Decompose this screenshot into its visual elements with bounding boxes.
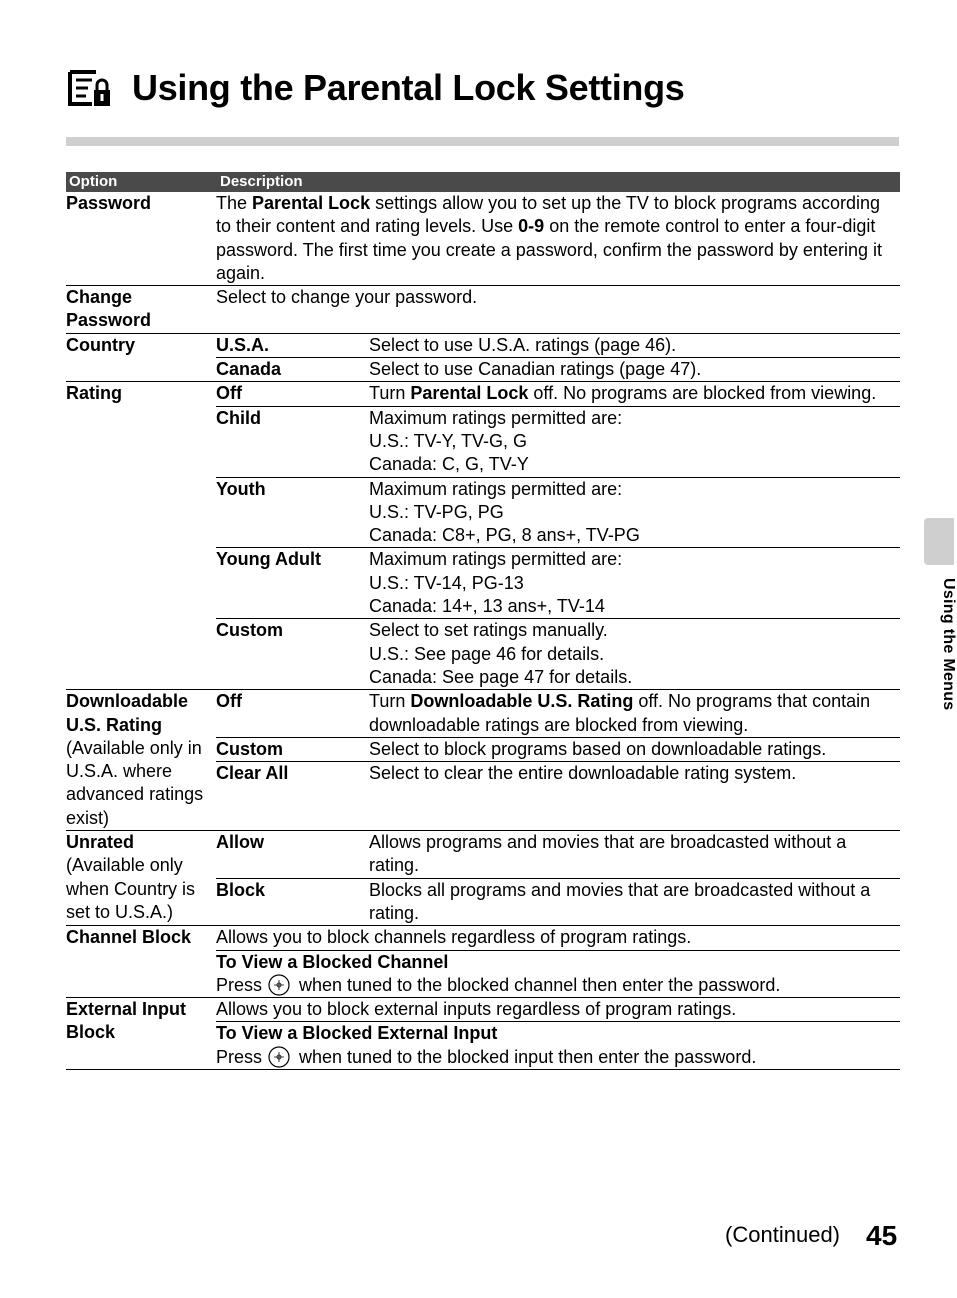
option-label: Channel Block xyxy=(66,927,192,948)
continued-note: (Continued) xyxy=(725,1222,840,1247)
desc-line: U.S.: TV-14, PG-13 xyxy=(369,572,524,593)
option-label: Rating xyxy=(66,383,122,404)
suboption-description xyxy=(369,619,900,689)
table-row-unrated xyxy=(66,831,900,926)
suboption-description xyxy=(369,548,900,618)
desc-line: Canada: C8+, PG, 8 ans+, TV-PG xyxy=(369,525,640,546)
suboption-description: Select to block programs based on downloadable ratings. xyxy=(369,738,827,759)
settings-lock-icon xyxy=(66,64,114,112)
desc-text: on the remote control to enter a four-digit password. The first time you create a password, confirm the password by entering it again. xyxy=(216,216,882,283)
suboption-label: Young Adult xyxy=(216,549,321,570)
suboption-description xyxy=(369,478,900,548)
suboption-description xyxy=(369,382,900,405)
suboption-description: Allows programs and movies that are broadcasted without a rating. xyxy=(369,832,847,876)
option-label: Password xyxy=(66,193,152,213)
desc-row xyxy=(216,926,900,950)
suboption-row xyxy=(216,690,900,738)
desc-text: off. No programs are blocked from viewing. xyxy=(528,383,877,404)
table-row-external-input-block xyxy=(66,998,900,1070)
desc-row xyxy=(216,951,900,998)
table-row-country xyxy=(66,334,900,383)
enter-button-icon xyxy=(268,974,290,996)
suboption-description xyxy=(369,690,900,737)
suboption-row xyxy=(216,831,900,879)
option-description xyxy=(216,926,900,997)
desc-line: U.S.: TV-PG, PG xyxy=(369,501,504,522)
suboption-label: U.S.A. xyxy=(216,334,270,355)
page-header xyxy=(66,64,685,112)
desc-bold: Downloadable U.S. Rating xyxy=(410,691,634,712)
table-row-downloadable-rating xyxy=(66,690,900,831)
desc-line: Maximum ratings permitted are: xyxy=(369,478,623,499)
option-label: Unrated xyxy=(66,832,135,853)
suboption-label: Allow xyxy=(216,832,264,853)
desc-bold: Parental Lock xyxy=(410,383,529,404)
table-row-rating xyxy=(66,382,900,690)
desc-text: The xyxy=(216,193,253,213)
option-note: (Available only when Country is set to U.S.A.) xyxy=(66,855,196,922)
option-label: External Input Block xyxy=(66,999,187,1043)
desc-line: Canada: 14+, 13 ans+, TV-14 xyxy=(369,596,605,617)
title-underline-bar xyxy=(66,137,899,146)
desc-text: Turn xyxy=(369,691,411,712)
suboptions xyxy=(216,382,900,689)
suboptions xyxy=(216,690,900,830)
option-label-cell xyxy=(66,831,216,925)
desc-bold: 0-9 xyxy=(518,216,545,237)
suboption-row xyxy=(216,548,900,619)
option-note: (Available only in U.S.A. where advanced ratings exist) xyxy=(66,737,204,828)
desc-line: Canada: C, G, TV-Y xyxy=(369,454,529,475)
desc-row xyxy=(216,1022,900,1069)
suboption-label: Off xyxy=(216,691,242,712)
option-label-cell xyxy=(66,690,216,830)
suboption-row xyxy=(216,334,900,358)
suboption-description xyxy=(369,407,900,477)
settings-table xyxy=(66,172,900,1070)
table-header xyxy=(66,172,900,192)
enter-button-icon xyxy=(268,1046,290,1068)
option-label: Change Password xyxy=(66,287,152,331)
option-label: Country xyxy=(66,334,135,355)
table-row-password xyxy=(66,192,900,286)
suboption-row xyxy=(216,762,900,785)
header-option: Option xyxy=(69,173,118,190)
suboption-row xyxy=(216,358,900,381)
suboption-label: Custom xyxy=(216,620,283,641)
suboption-label: Block xyxy=(216,879,266,900)
option-description: Select to change your password. xyxy=(216,287,478,308)
suboption-description: Select to clear the entire downloadable rating system. xyxy=(369,763,797,784)
page-title: Using the Parental Lock Settings xyxy=(132,67,685,108)
option-description xyxy=(216,192,900,285)
how-to-title: To View a Blocked Channel xyxy=(216,951,449,972)
desc-line: Canada: See page 47 for details. xyxy=(369,666,633,687)
side-tab-marker xyxy=(924,518,954,565)
desc-line: Maximum ratings permitted are: xyxy=(369,407,623,428)
desc-line: U.S.: TV-Y, TV-G, G xyxy=(369,430,528,451)
suboption-label: Canada xyxy=(216,359,282,380)
option-label: Downloadable U.S. Rating xyxy=(66,691,189,735)
suboption-row xyxy=(216,382,900,406)
suboption-label: Clear All xyxy=(216,763,289,784)
desc-line: U.S.: See page 46 for details. xyxy=(369,643,605,664)
how-to-view xyxy=(216,1022,900,1069)
desc-line: Allows you to block channels regardless of program ratings. xyxy=(216,927,692,948)
suboption-row xyxy=(216,478,900,549)
desc-text: Turn xyxy=(369,383,411,404)
suboption-row xyxy=(216,738,900,762)
desc-text: settings allow you to set up the TV to block programs according to their content and rating levels. Use xyxy=(216,193,881,237)
table-row-change-password xyxy=(66,286,900,334)
suboption-row xyxy=(216,407,900,478)
suboption-description: Select to use U.S.A. ratings (page 46). xyxy=(369,334,677,355)
page-number: 45 xyxy=(866,1220,898,1251)
desc-text: off. No programs that contain downloadable ratings are blocked from viewing. xyxy=(369,691,871,735)
desc-row xyxy=(216,998,900,1022)
section-side-label: Using the Menus xyxy=(940,578,957,711)
suboptions xyxy=(216,334,900,382)
how-to-view xyxy=(216,951,900,998)
press-text: Press xyxy=(216,1046,263,1067)
how-to-title: To View a Blocked External Input xyxy=(216,1023,498,1044)
how-to-line xyxy=(216,1046,900,1069)
desc-line: Maximum ratings permitted are: xyxy=(369,549,623,570)
desc-bold: Parental Lock xyxy=(252,193,371,213)
suboption-label: Child xyxy=(216,407,261,428)
suboption-label: Youth xyxy=(216,478,266,499)
table-row-channel-block xyxy=(66,926,900,998)
suboption-row xyxy=(216,619,900,689)
suboption-row xyxy=(216,879,900,926)
suboption-description: Select to use Canadian ratings (page 47). xyxy=(369,359,702,380)
suboption-description: Blocks all programs and movies that are broadcasted without a rating. xyxy=(369,879,871,923)
suboption-label: Custom xyxy=(216,738,283,759)
desc-line: Allows you to block external inputs regardless of program ratings. xyxy=(216,999,737,1020)
how-to-line xyxy=(216,974,900,997)
header-description: Description xyxy=(220,173,303,190)
press-text: Press xyxy=(216,974,263,995)
suboption-label: Off xyxy=(216,383,242,404)
desc-line: Select to set ratings manually. xyxy=(369,620,608,641)
suboptions xyxy=(216,831,900,925)
how-to-text: when tuned to the blocked channel then enter the password. xyxy=(299,974,781,995)
option-description xyxy=(216,998,900,1069)
how-to-text: when tuned to the blocked input then enter the password. xyxy=(299,1046,757,1067)
